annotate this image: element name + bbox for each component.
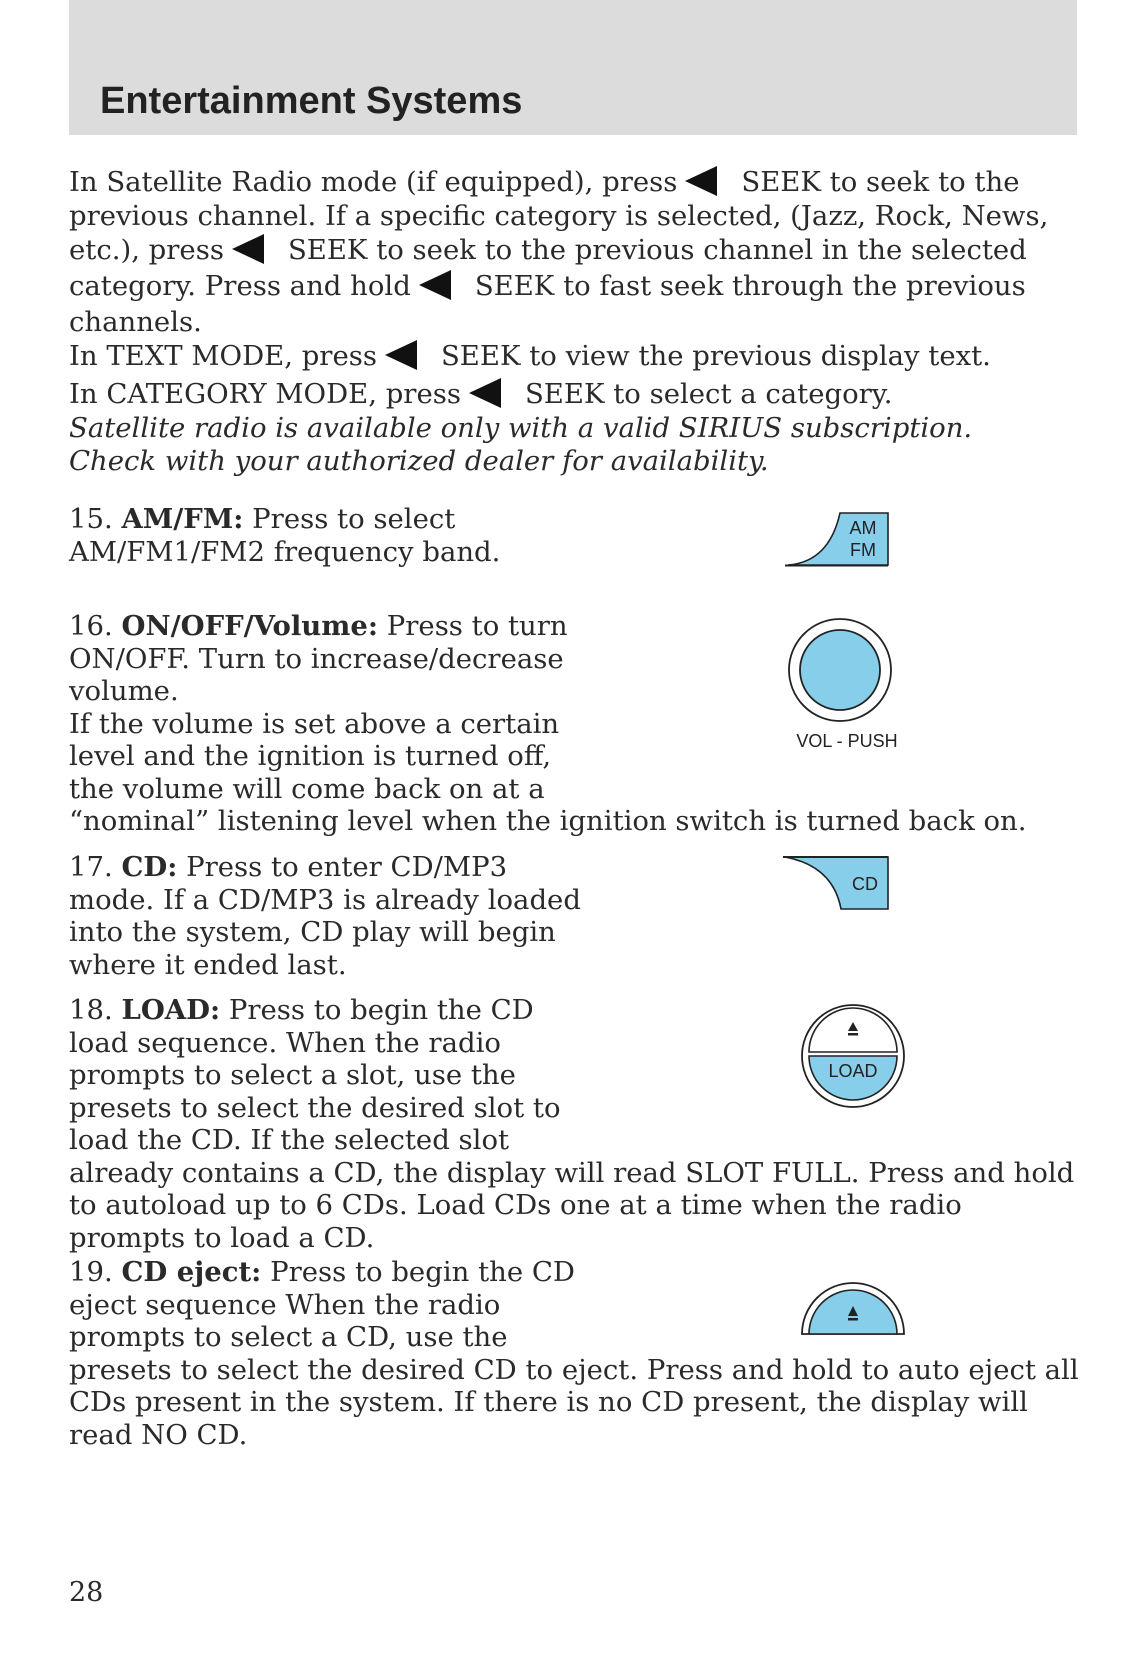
cd-button-label: CD: [852, 874, 878, 894]
cd-eject-button-illustration: [797, 1280, 909, 1340]
vol-push-label: VOL - PUSH: [796, 731, 898, 751]
page-number: 28: [69, 1577, 104, 1608]
seek-left-arrow-icon: [385, 340, 417, 370]
text-line: etc.), press SEEK to seek to the previous channel in the selected: [69, 234, 1027, 266]
seek-left-arrow-icon: [232, 234, 264, 264]
amfm-button-top-label: AM: [849, 518, 877, 538]
amfm-button-illustration: [785, 510, 895, 574]
section-header: [69, 0, 1077, 135]
text-line: In CATEGORY MODE, press SEEK to select a category.: [69, 378, 893, 410]
subscription-note: Satellite radio is available only with a valid SIRIUS subscription.: [69, 412, 973, 444]
seek-left-arrow-icon: [685, 166, 717, 196]
text-line: In Satellite Radio mode (if equipped), press SEEK to seek to the: [69, 166, 1020, 198]
text-line: previous channel. If a specific category is selected, (Jazz, Rock, News,: [69, 200, 1049, 232]
item-17-cd: 17. CD: Press to enter CD/MP3 mode. If a CD/MP3 is already loaded into the system, CD play will begin where it ended last.: [69, 851, 581, 981]
text-line: category. Press and hold SEEK to fast seek through the previous: [69, 270, 1026, 302]
seek-left-arrow-icon: [419, 270, 451, 300]
page-title: Entertainment Systems: [100, 80, 523, 122]
seek-left-arrow-icon: [469, 378, 501, 408]
satellite-radio-paragraph: [69, 166, 1048, 478]
amfm-button-bottom-label: FM: [850, 540, 876, 560]
text-line: channels.: [69, 306, 202, 338]
volume-knob-illustration: [780, 612, 930, 752]
cd-button-illustration: [783, 854, 895, 914]
load-button-illustration: [797, 1000, 909, 1112]
dealer-note: Check with your authorized dealer for availability.: [69, 445, 769, 477]
volume-knob-center: [800, 630, 880, 710]
item-18-load: 18. LOAD: Press to begin the CD load sequence. When the radio prompts to select a slot, use the presets to select the desired slot to load the CD. If the selected slot already contains a CD, the display will read SLOT FULL. Press and hold to autoload up to 6 CDs. Load CDs one at a time when the radio prompts to load a CD.: [69, 994, 1075, 1254]
item-16-volume: 16. ON/OFF/Volume: Press to turn ON/OFF. Turn to increase/decrease volume. If the volume is set above a certain level and the ignition is turned off, the volume will come back on at a “nominal” listening level when the ignition switch is turned back on.: [69, 610, 1027, 837]
item-15-amfm: 15. AM/FM: Press to select AM/FM1/FM2 frequency band.: [69, 503, 501, 568]
item-19-cd-eject: 19. CD eject: Press to begin the CD eject sequence When the radio prompts to select a CD, use the presets to select the desired CD to eject. Press and hold to auto eject all CDs present in the system. If there is no CD present, the display will read NO CD.: [69, 1256, 1079, 1451]
load-button-label: LOAD: [828, 1061, 878, 1081]
text-line: In TEXT MODE, press SEEK to view the previous display text.: [69, 340, 991, 372]
